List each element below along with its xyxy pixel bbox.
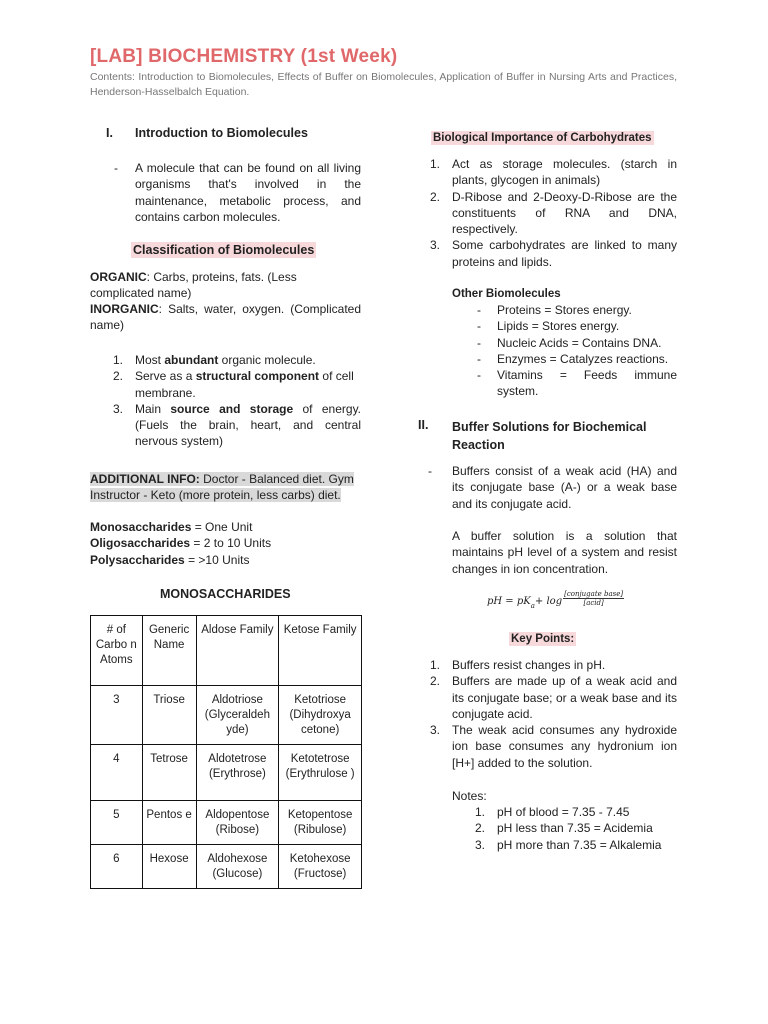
table-cell: Ketotriose (Dihydroxya cetone) (279, 686, 362, 745)
saccharide-line: Polysaccharides = >10 Units (90, 552, 250, 567)
inorganic-line (90, 301, 361, 334)
buffer-definition: A buffer solution is a solution that maintains pH level of a system and resist changes in ion concentration. (452, 529, 677, 576)
buffer-composition: Buffers consist of a weak acid (HA) and its conjugate base (A-) or a weak base and its conjugate acid. (452, 464, 677, 511)
list-item: 3. The weak acid consumes any hydroxide ion base consumes any hydronium ion [H+] added to the solution. (430, 723, 677, 770)
contents-line: Contents: Introduction to Biomolecules, Effects of Buffer on Biomolecules, Application of Buffer in Nursing Arts and Practices, Henderson-Hasselbalch Equation. (90, 71, 677, 98)
formula-numerator: [conjugate base] (564, 590, 624, 598)
table-cell: Tetrose (142, 745, 196, 801)
section-2-number: II. (418, 418, 429, 432)
table-row (91, 801, 362, 845)
list-item: 2. Buffers are made up of a weak acid and its conjugate base; or a weak base and its conjugate acid. (430, 674, 677, 721)
list-item: 1. Buffers resist changes in pH. (430, 658, 606, 672)
notes-title: Notes: (452, 789, 487, 803)
saccharide-line: Oligosaccharides = 2 to 10 Units (90, 536, 272, 551)
table-header-row (91, 616, 362, 686)
table-row (91, 845, 362, 889)
table-cell: Aldohexose (Glucose) (196, 845, 279, 889)
list-item: - Proteins = Stores energy. (477, 303, 632, 317)
section-2-title: Buffer Solutions for Biochemical Reaction (452, 420, 647, 452)
biomolecule-definition: A molecule that can be found on all living organisms that's involved in the maintenance, metabolic process, and contains carbon molecules. (135, 161, 361, 224)
organic-text: : Carbs, proteins, fats. (Less complicated name) (90, 270, 297, 301)
buffer-dash: - (428, 464, 432, 478)
organic-label: ORGANIC (90, 270, 147, 284)
additional-info-label: ADDITIONAL INFO: (90, 472, 200, 486)
saccharide-units (90, 519, 271, 568)
henderson-hasselbalch-formula (487, 590, 624, 610)
section-1-title: Introduction to Biomolecules (135, 126, 308, 140)
table-header: Ketose Family (279, 616, 362, 686)
list-item: 2. Serve as a structural component of cell membrane. (113, 369, 354, 400)
list-item: 3. pH more than 7.35 = Alkalemia (475, 837, 662, 852)
bio-importance-list (430, 156, 677, 270)
list-item: 2. pH less than 7.35 = Acidemia (475, 821, 653, 836)
other-biomolecules-title: Other Biomolecules (452, 288, 561, 300)
list-item: - Vitamins = Feeds immune system. (477, 368, 677, 399)
list-item: - Lipids = Stores energy. (477, 319, 620, 334)
carb-facts-list (113, 352, 362, 450)
list-item: 1. Act as storage molecules. (starch in plants, glycogen in animals) (430, 157, 677, 188)
table-header: Aldose Family (196, 616, 279, 686)
document-title: [LAB] BIOCHEMISTRY (1st Week) (90, 46, 398, 67)
table-row (91, 686, 362, 745)
notes-list (475, 804, 677, 853)
monosaccharides-title: MONOSACCHARIDES (160, 587, 291, 601)
table-cell: Aldopentose (Ribose) (196, 801, 279, 845)
inorganic-text: : Salts, water, oxygen. (Complicated name) (90, 302, 361, 333)
table-cell: Aldotriose (Glyceraldeh yde) (196, 686, 279, 745)
formula-lhs: pH = pK (487, 596, 531, 607)
organic-line (90, 269, 361, 302)
formula-subscript: a (530, 601, 535, 610)
key-points-heading (509, 633, 576, 645)
list-item: 2. D-Ribose and 2-Deoxy-D-Ribose are the constituents of RNA and DNA, respectively. (430, 189, 677, 237)
table-cell: Pentos e (142, 801, 196, 845)
classification-heading (131, 243, 316, 257)
classification-title: Classification of Biomolecules (133, 243, 315, 257)
table-cell: Triose (142, 686, 196, 745)
table-header: # of Carbo n Atoms (91, 616, 143, 686)
formula-denominator: [acid] (583, 599, 604, 607)
list-item: - Nucleic Acids = Contains DNA. (477, 335, 662, 350)
table-row (91, 745, 362, 801)
list-item: - Enzymes = Catalyzes reactions. (477, 351, 669, 366)
section-1-number: I. (106, 126, 113, 140)
bio-importance-title: Biological Importance of Carbohydrates (433, 132, 652, 144)
saccharide-line: Monosaccharides = One Unit (90, 520, 253, 534)
list-item: 1. Most abundant organic molecule. (113, 353, 316, 367)
list-item: 3. Main source and storage of energy. (Fuels the brain, heart, and central nervous system) (113, 401, 362, 449)
key-points-list (430, 657, 677, 771)
definition-dash: - (114, 161, 118, 175)
list-item: 1. pH of blood = 7.35 - 7.45 (475, 805, 630, 819)
additional-info-text: Doctor - Balanced diet. Gym Instructor - Keto (more protein, less carbs) diet. (90, 472, 354, 503)
bio-importance-heading (431, 132, 654, 144)
table-cell: Ketotetrose (Erythrulose ) (279, 745, 362, 801)
formula-fraction (563, 590, 624, 607)
table-header: Generic Name (142, 616, 196, 686)
table-cell: Ketohexose (Fructose) (279, 845, 362, 889)
formula-op: + log (534, 596, 563, 607)
inorganic-label: INORGANIC (90, 302, 159, 316)
table-cell: 5 (91, 801, 143, 845)
other-biomolecules-list (477, 302, 677, 400)
table-cell: 6 (91, 845, 143, 889)
table-cell: Ketopentose (Ribulose) (279, 801, 362, 845)
table-cell: 4 (91, 745, 143, 801)
table-cell: Aldotetrose (Erythrose) (196, 745, 279, 801)
monosaccharides-table (90, 615, 362, 889)
table-cell: 3 (91, 686, 143, 745)
list-item: 3. Some carbohydrates are linked to many proteins and lipids. (430, 238, 677, 269)
additional-info (90, 471, 365, 504)
table-cell: Hexose (142, 845, 196, 889)
key-points-title: Key Points: (511, 633, 575, 645)
